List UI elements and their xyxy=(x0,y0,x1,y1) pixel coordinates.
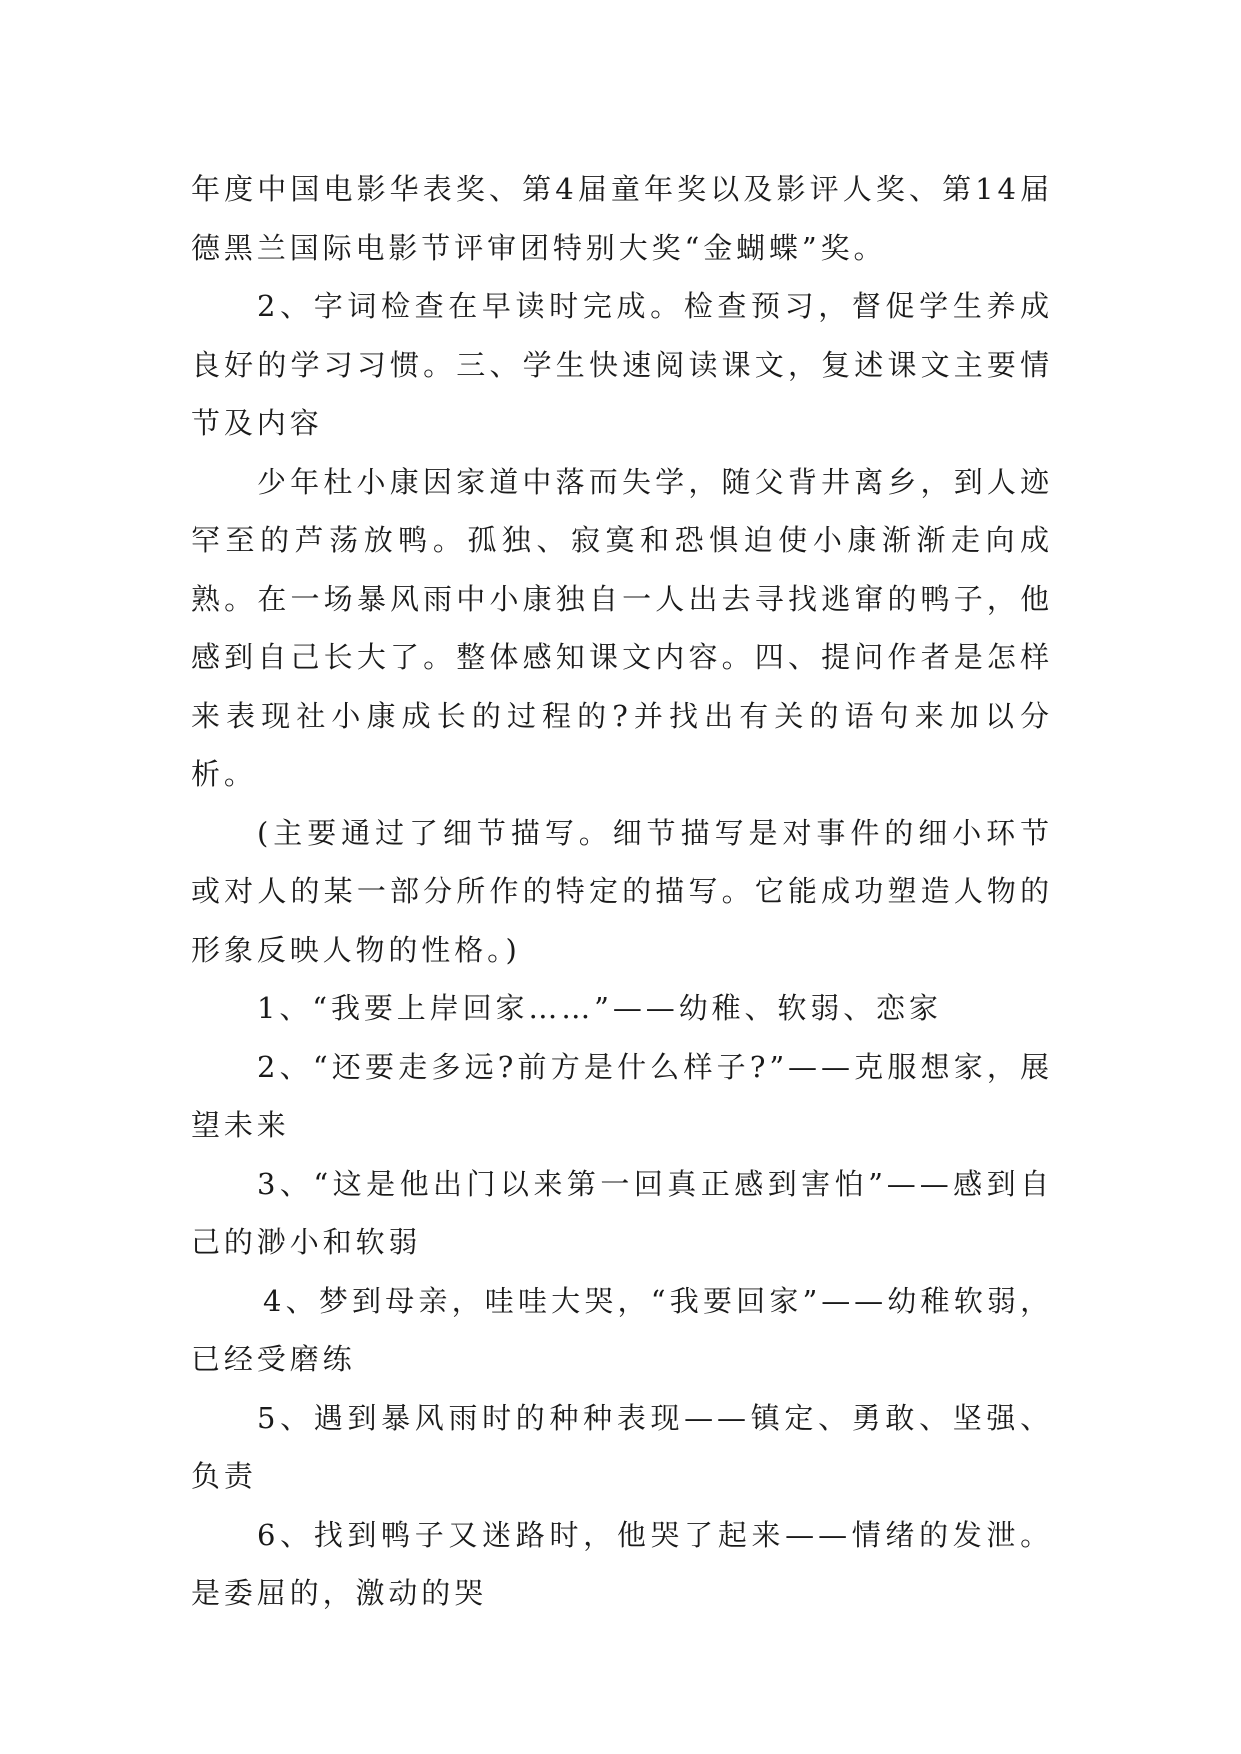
list-item-1: 1、“我要上岸回家……”——幼稚、软弱、恋家 xyxy=(257,991,942,1025)
document-body xyxy=(191,160,1053,1623)
paragraph-awards: 年度中国电影华表奖、第4届童年奖以及影评人奖、第14届德黑兰国际电影节评审团特别大奖“金蝴蝶”奖。 xyxy=(191,172,1053,265)
list-item-6: 6、找到鸭子又迷路时，他哭了起来——情绪的发泄。是委屈的，激动的哭 xyxy=(191,1517,1053,1610)
paragraph-detail-description: (主要通过了细节描写。细节描写是对事件的细小环节或对人的某一部分所作的特定的描写。它能成功塑造人物的形象反映人物的性格。) xyxy=(191,815,1053,967)
list-item-3: 3、“这是他出门以来第一回真正感到害怕”——感到自己的渺小和软弱 xyxy=(191,1166,1053,1259)
list-item-5: 5、遇到暴风雨时的种种表现——镇定、勇敢、坚强、负责 xyxy=(191,1400,1053,1493)
list-item-2: 2、“还要走多远?前方是什么样子?”——克服想家，展望未来 xyxy=(191,1049,1053,1142)
list-item-4: 4、梦到母亲，哇哇大哭，“我要回家”——幼稚软弱，已经受磨练 xyxy=(191,1283,1053,1376)
paragraph-story-summary: 少年杜小康因家道中落而失学，随父背井离乡，到人迹罕至的芦荡放鸭。孤独、寂寞和恐惧迫使小康渐渐走向成熟。在一场暴风雨中小康独自一人出去寻找逃窜的鸭子，他感到自己长大了。整体感知课文内容。四、提问作者是怎样来表现社小康成长的过程的?并找出有关的语句来加以分析。 xyxy=(191,464,1053,791)
paragraph-word-check: 2、字词检查在早读时完成。检查预习，督促学生养成良好的学习习惯。三、学生快速阅读课文，复述课文主要情节及内容 xyxy=(191,289,1053,440)
